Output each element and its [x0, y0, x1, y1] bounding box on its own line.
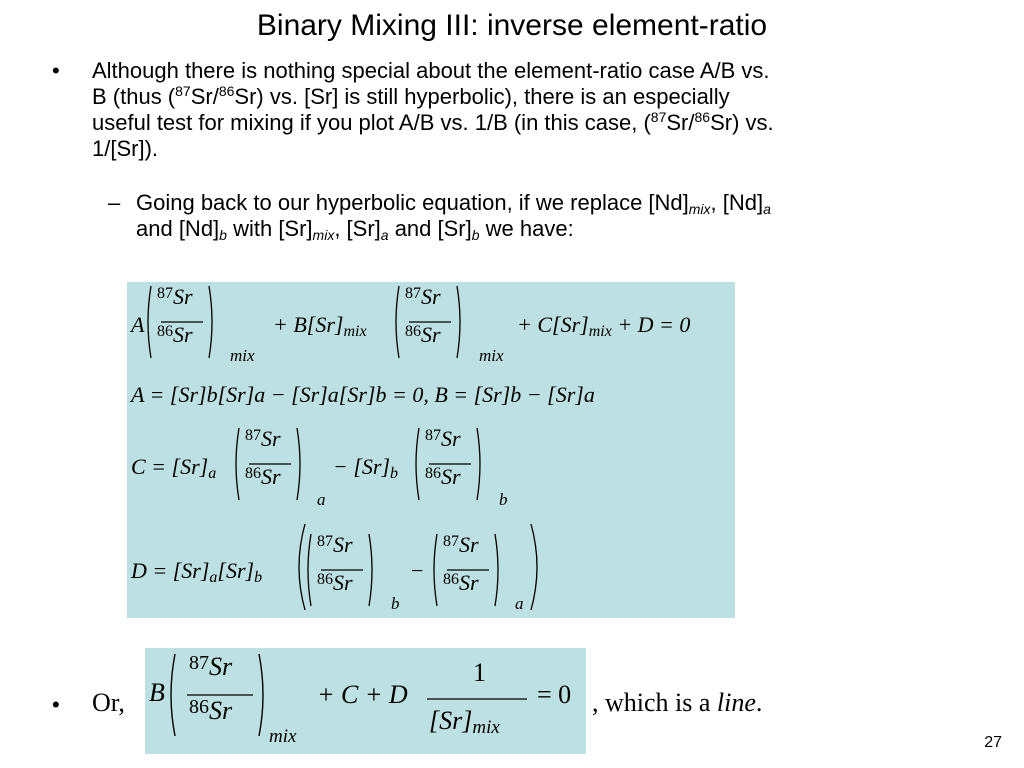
line-eq-mix-sub: mix: [269, 726, 297, 747]
bullet-1-line-4: 1/[Sr]).: [92, 136, 159, 161]
bullet-1-line-2: B (thus ($^{87}$Sr/$^{86}$Sr) vs. [Sr] is still hyperbolic), there is an especially: [92, 83, 730, 109]
sub-bullet-text: [136, 190, 996, 242]
eq2: A = [Sr]b[Sr]a − [Sr]a[Sr]b = 0, B = [Sr]b − [Sr]a: [131, 382, 595, 407]
bullet-2-prefix: Or,: [92, 688, 125, 717]
eq1-ratio-2: 87Sr 86Sr: [393, 282, 453, 352]
line-eq-eq-zero: = 0: [537, 680, 572, 709]
bullet-2-suffix: , which is a line.: [592, 688, 763, 717]
eq1-mix-sub-1: mix: [230, 346, 255, 365]
bullet-1-line-3: useful test for mixing if you plot A/B vs. 1/B (in this case, ($^{87}$Sr/$^{86}$Sr) vs.: [92, 109, 774, 135]
slide-title: Binary Mixing III: inverse element-ratio: [256, 9, 768, 42]
eq4-ratio-2: 87Sr 86Sr: [431, 530, 491, 600]
bullet-marker: •: [52, 58, 60, 83]
eq1-b-term: + $B[Sr]_{mix}$: [273, 312, 367, 340]
eq4-sub-b: b: [391, 594, 400, 613]
eq4-minus: −: [411, 558, 424, 583]
line-eq-frac-bar: [427, 697, 527, 701]
eq4-lhs: $D = [Sr]_a[Sr]_b$: [131, 558, 263, 586]
sub-bullet-line-1: Going back to our hyperbolic equation, if we replace $[Nd]_{mix}$, $[Nd]_a$: [136, 190, 771, 217]
eq1-mix-sub-2: mix: [479, 346, 504, 365]
page-number: 27: [984, 734, 1002, 751]
eq1-ratio-1: 87Sr 86Sr: [145, 282, 205, 352]
line-eq-frac-den: $[Sr]_{mix}$: [429, 706, 500, 738]
sub-bullet-line-2: and $[Nd]_b$ with $[Sr]_{mix}$, $[Sr]_a$ and $[Sr]_b$ we have:: [136, 216, 574, 243]
line-eq-b: B: [149, 678, 165, 707]
eq3-sub-a: a: [317, 490, 326, 509]
eq3-sub-b: b: [499, 490, 508, 509]
eq1-a-symbol: A: [131, 312, 145, 337]
eq4-ratio-1: 87Sr 86Sr: [305, 530, 365, 600]
bullet-1-text: [92, 58, 992, 162]
eq3-ratio-2: 87Sr 86Sr: [413, 424, 473, 494]
eq3-minus-term: − $[Sr]_b$: [333, 454, 399, 482]
eq1-tail: + $C[Sr]_{mix} + D = 0$: [517, 312, 691, 340]
eq3-ratio-1: 87Sr 86Sr: [233, 424, 293, 494]
sub-bullet-marker: –: [108, 190, 121, 215]
line-eq-frac-num: 1: [473, 658, 486, 687]
bullet-1-line-1: Although there is nothing special about the element-ratio case A/B vs.: [92, 58, 770, 83]
line-equation-box: [145, 648, 586, 754]
eq4-outer-right-paren: [527, 522, 543, 612]
line-eq-ratio: 87Sr 86Sr: [167, 650, 267, 740]
bullet-2-marker: •: [52, 692, 60, 717]
equation-box: [127, 282, 735, 618]
eq3-lhs: $C = [Sr]_a$: [131, 454, 217, 482]
eq4-sub-a: a: [515, 594, 524, 613]
line-eq-mid: + C + D: [317, 680, 408, 709]
